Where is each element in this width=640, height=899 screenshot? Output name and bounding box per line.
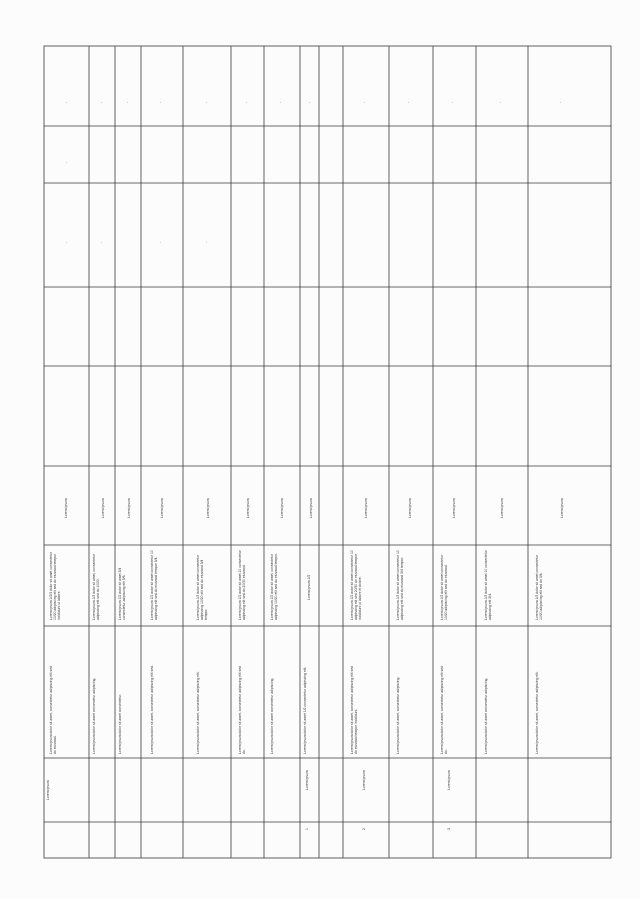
row-status: Lorem ipsum — [408, 498, 412, 518]
row-status: Lorem ipsum — [206, 498, 210, 518]
row-dash: - — [452, 100, 454, 104]
org-name: Lorem ipsum — [447, 770, 451, 790]
row-dash: - — [500, 100, 502, 104]
row-spec: Lorem ipsum 1/2 dolor sit amet, consectetur adipiscing 10/20 elit sed do eiusmod tempor. — [270, 553, 278, 620]
row-dash: - — [101, 100, 103, 104]
row-description: Lorem ipsum dolor sit amet, consectetur adipiscing elit sed do. — [238, 665, 246, 754]
row-description: Lorem ipsum dolor sit amet consectetur adipiscing. — [92, 677, 96, 754]
row-spec: Lorem ipsum 1/2 dolor sit amet consectetur 10/20 adipiscing elit sed do 3/4. — [535, 554, 543, 620]
row-spec: Lorem ipsum 1/2 — [307, 574, 311, 600]
row-description: Lorem ipsum dolor sit amet consectetur adipiscing. — [484, 677, 488, 754]
row-description: Lorem ipsum dolor sit amet, consectetur adipiscing elit sed do eiusmod. — [49, 665, 57, 754]
row-status: Lorem ipsum — [364, 498, 368, 518]
row-spec: Lorem ipsum 1/2 dolor sit amet 3/4 consectetur adipiscing elit 5/6. — [118, 566, 126, 620]
row-dash: - — [66, 160, 68, 164]
row-dash: - — [246, 100, 248, 104]
org-name: Lorem ipsum — [362, 770, 366, 790]
row-spec: Lorem ipsum 1/2/3 dolor sit amet consectetur 10/20 adipiscing elit sed do eiusmod tempor incididunt ut labore. — [49, 551, 61, 620]
row-dash: - — [160, 240, 162, 244]
row-dash: - — [66, 240, 68, 244]
row-status: Lorem ipsum — [160, 498, 164, 518]
row-description: Lorem ipsum dolor sit amet, consectetur adipiscing elit sed do. — [440, 665, 448, 754]
row-dash: - — [408, 100, 410, 104]
row-status: Lorem ipsum — [309, 498, 313, 518]
row-description: Lorem ipsum dolor sit amet, consectetur adipiscing elit sed. — [150, 665, 154, 754]
row-spec: Lorem ipsum 1/2 dolor sit amet 10 consectetur adipiscing elit sed do 20/30 eiusmod. — [238, 549, 246, 620]
row-spec: Lorem ipsum 1/2 dolor sit amet, consectetur adipiscing elit sed do 10/20. — [92, 553, 100, 620]
row-dash: - — [160, 100, 162, 104]
row-dash: - — [206, 240, 208, 244]
row-dash: - — [560, 100, 562, 104]
row-description: Lorem ipsum dolor sit amet consectetur. — [118, 693, 122, 754]
row-number: 1 — [305, 828, 309, 830]
row-status: Lorem ipsum — [280, 498, 284, 518]
row-spec: Lorem ipsum 1/2 dolor sit amet consectetur 10/20 adipiscing elit sed do eiusmod. — [440, 554, 448, 620]
row-status: Lorem ipsum — [560, 498, 564, 518]
row-spec: Lorem ipsum 1/2 dolor sit amet consectetur 10 adipiscing elit sed do eiusmod tempor 3/4. — [150, 549, 158, 620]
row-dash: - — [66, 100, 68, 104]
org-name: Lorem ipsum — [305, 770, 309, 790]
row-description: Lorem ipsum dolor sit amet, consectetur adipiscing. — [396, 676, 400, 754]
row-status: Lorem ipsum — [246, 498, 250, 518]
row-description: Lorem ipsum dolor sit amet, consectetur adipiscing elit sed do eiusmod tempor incididunt. — [350, 665, 358, 754]
row-description: Lorem ipsum dolor sit amet 1/2 consectetur adipiscing elit. — [303, 666, 307, 754]
row-spec: Lorem ipsum 1/2 dolor sit amet 10 consectetur adipiscing elit 3/4. — [484, 549, 492, 620]
row-dash: - — [101, 240, 103, 244]
row-status: Lorem ipsum — [452, 498, 456, 518]
row-number: 3 — [447, 828, 451, 830]
row-number: 2 — [362, 828, 366, 830]
row-description: Lorem ipsum dolor sit amet, consectetur adipiscing elit. — [196, 671, 200, 754]
row-status: Lorem ipsum — [127, 498, 131, 518]
org-name: Lorem ipsum — [46, 780, 50, 800]
row-dash: - — [364, 100, 366, 104]
row-dash: - — [280, 100, 282, 104]
row-description: Lorem ipsum dolor sit amet consectetur adipiscing. — [270, 677, 274, 754]
row-spec: Lorem ipsum 1/2 dolor sit amet consectetur adipiscing 10/20 elit sed do eiusmod 3/4 tempor. — [196, 554, 208, 620]
row-dash: - — [309, 100, 311, 104]
row-status: Lorem ipsum — [101, 498, 105, 518]
row-status: Lorem ipsum — [64, 498, 68, 518]
row-spec: Lorem ipsum 1/2 dolor sit amet consectetur 10 adipiscing elit sed 20/30 do eiusmod tempor incididunt ut labore et dolore. — [350, 549, 362, 620]
row-status: Lorem ipsum — [500, 498, 504, 518]
row-description: Lorem ipsum dolor sit amet, consectetur adipiscing elit. — [535, 671, 539, 754]
row-spec: Lorem ipsum 1/2 dolor sit amet consectetur 10 adipiscing elit sed do eiusmod 3/4 tempor. — [396, 549, 404, 620]
row-dash: - — [206, 100, 208, 104]
row-dash: - — [127, 100, 129, 104]
